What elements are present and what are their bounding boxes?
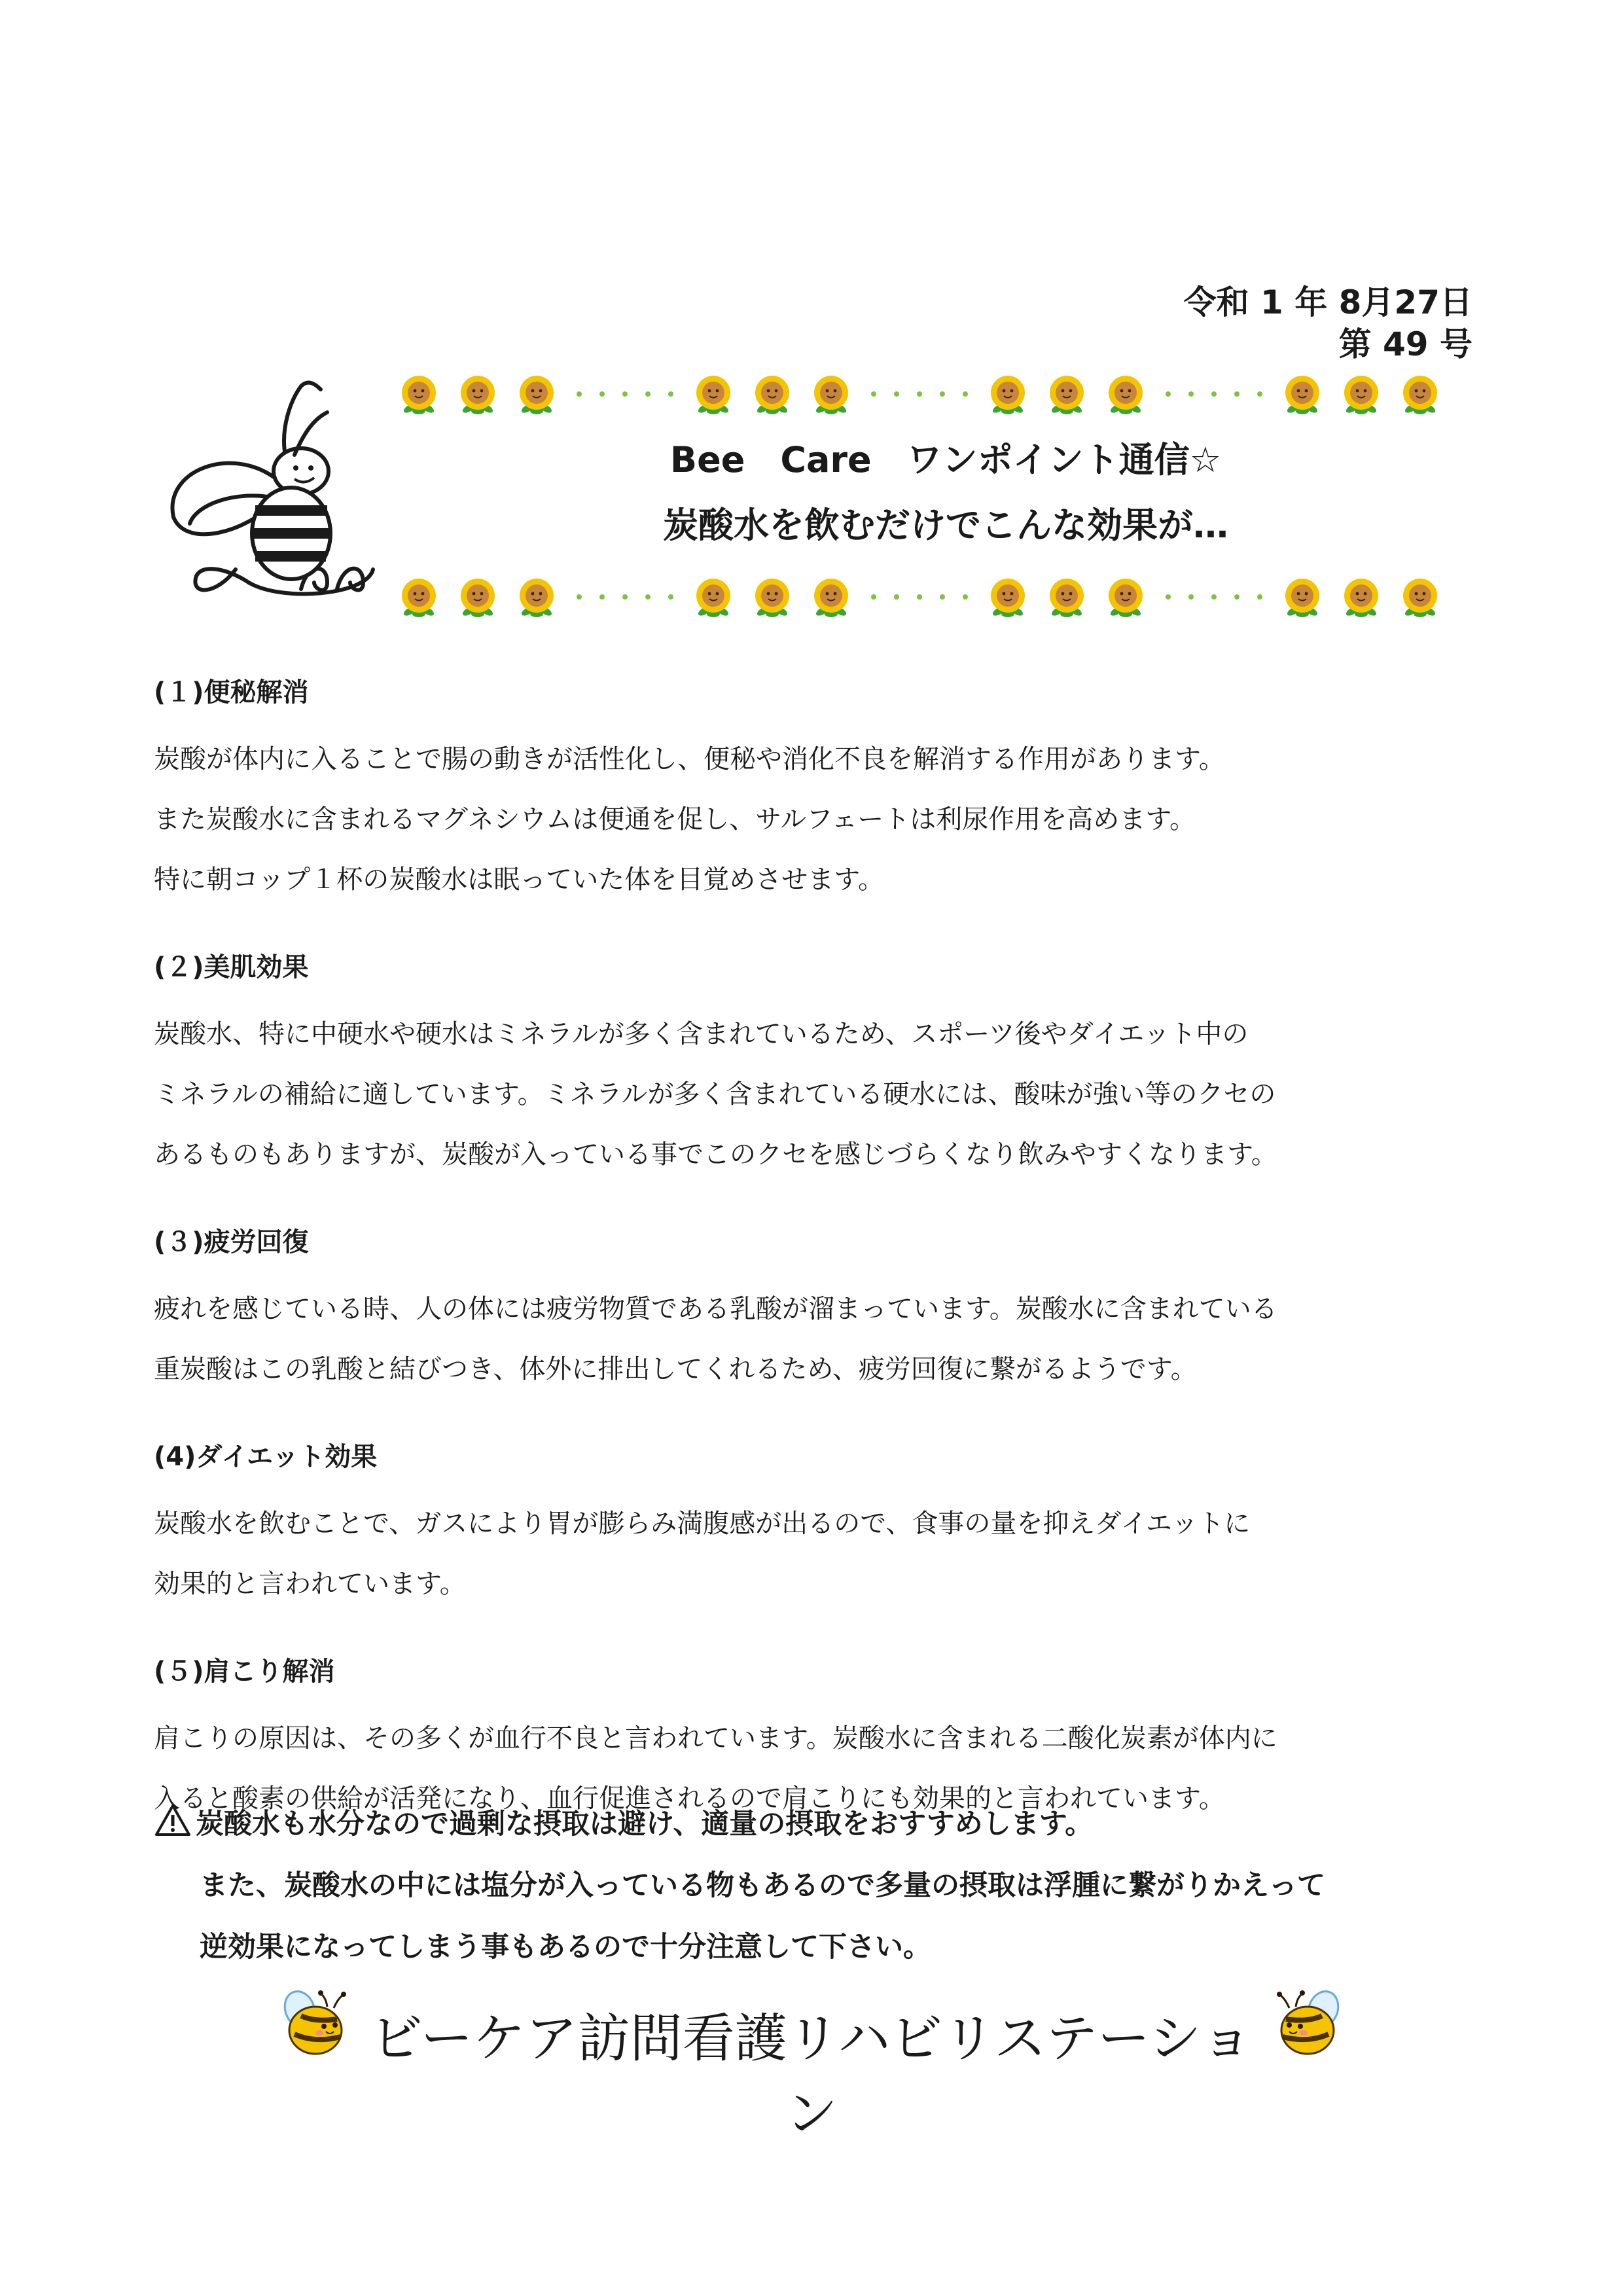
paragraph-line: 疲れを感じている時、人の体には疲労物質である乳酸が溜まっています。炭酸水に含まれている [154, 1294, 1277, 1324]
paragraph-line: ミネラルの補給に適しています。ミネラルが多く含まれている硬水には、酸味が強い等のクセの [154, 1079, 1276, 1109]
section-diet [154, 1439, 1482, 1614]
bee-logo [151, 373, 386, 609]
warning-note [154, 1793, 1482, 1978]
paragraph-line: また炭酸水に含まれるマグネシウムは便通を促し、サルフェートは利尿作用を高めます。 [154, 804, 1196, 834]
section-constipation [154, 674, 1482, 910]
warning-line: 炭酸水も水分なので過剰な摂取は避け、適量の摂取をおすすめします。 [196, 1808, 1094, 1840]
issue-number: 第 49 号 [1338, 325, 1472, 363]
issue-header [1184, 281, 1472, 365]
paragraph-line: 重炭酸はこの乳酸と結びつき、体外に排出してくれるため、疲労回復に繋がるようです。 [154, 1354, 1197, 1384]
warning-triangle-icon [154, 1797, 192, 1831]
warning-line: 逆効果になってしまう事もあるので十分注意して下さい。 [200, 1931, 931, 1964]
section-heading: (３)疲労回復 [154, 1227, 309, 1257]
paragraph-line: 肩こりの原因は、その多くが血行不良と言われています。炭酸水に含まれる二酸化炭素が体内に [154, 1723, 1277, 1753]
paragraph-line: 入ると酸素の供給が活発になり、血行促進されるので肩こりにも効果的と言われています。 [154, 1784, 1225, 1814]
paragraph-line: 特に朝コップ１杯の炭酸水は眠っていた体を目覚めさせます。 [154, 865, 884, 895]
sunflower-border-bottom [393, 569, 1499, 622]
section-heading: (4)ダイエット効果 [154, 1442, 378, 1472]
article-body [154, 674, 1482, 1868]
footer [275, 1977, 1348, 2144]
newsletter-title: Bee Care ワンポイント通信☆ [669, 439, 1222, 480]
section-heading: (５)肩こり解消 [154, 1657, 335, 1687]
paragraph-line: あるものもありますが、炭酸が入っている事でこのクセを感じづらくなり飲みやすくなります。 [154, 1139, 1277, 1170]
section-skin [154, 949, 1482, 1185]
paragraph-line: 効果的と言われています。 [154, 1569, 466, 1599]
bee-icon [1270, 1983, 1348, 2062]
warning-line: また、炭酸水の中には塩分が入っている物もあるので多量の摂取は浮腫に繋がりかえって [200, 1869, 1325, 1902]
bee-icon [275, 1983, 353, 2062]
newsletter-subtitle: 炭酸水を飲むだけでこんな効果が… [663, 505, 1228, 546]
section-heading: (２)美肌効果 [154, 952, 309, 982]
paragraph-line: 炭酸が体内に入ることで腸の動きが活性化し、便秘や消化不良を解消する作用があります。 [154, 744, 1225, 774]
paragraph-line: 炭酸水を飲むことで、ガスにより胃が膨らみ満腹感が出るので、食事の量を抑えダイエットに [154, 1509, 1251, 1539]
section-heading: (１)便秘解消 [154, 677, 309, 708]
issue-date: 令和 1 年 8月27日 [1183, 283, 1472, 321]
section-fatigue [154, 1224, 1482, 1399]
paragraph-line: 炭酸水、特に中硬水や硬水はミネラルが多く含まれているため、スポーツ後やダイエット中の [154, 1019, 1249, 1049]
organization-name: ビーケア訪問看護リハビリステーション [370, 2008, 1253, 2144]
sunflower-border-top [393, 367, 1499, 419]
